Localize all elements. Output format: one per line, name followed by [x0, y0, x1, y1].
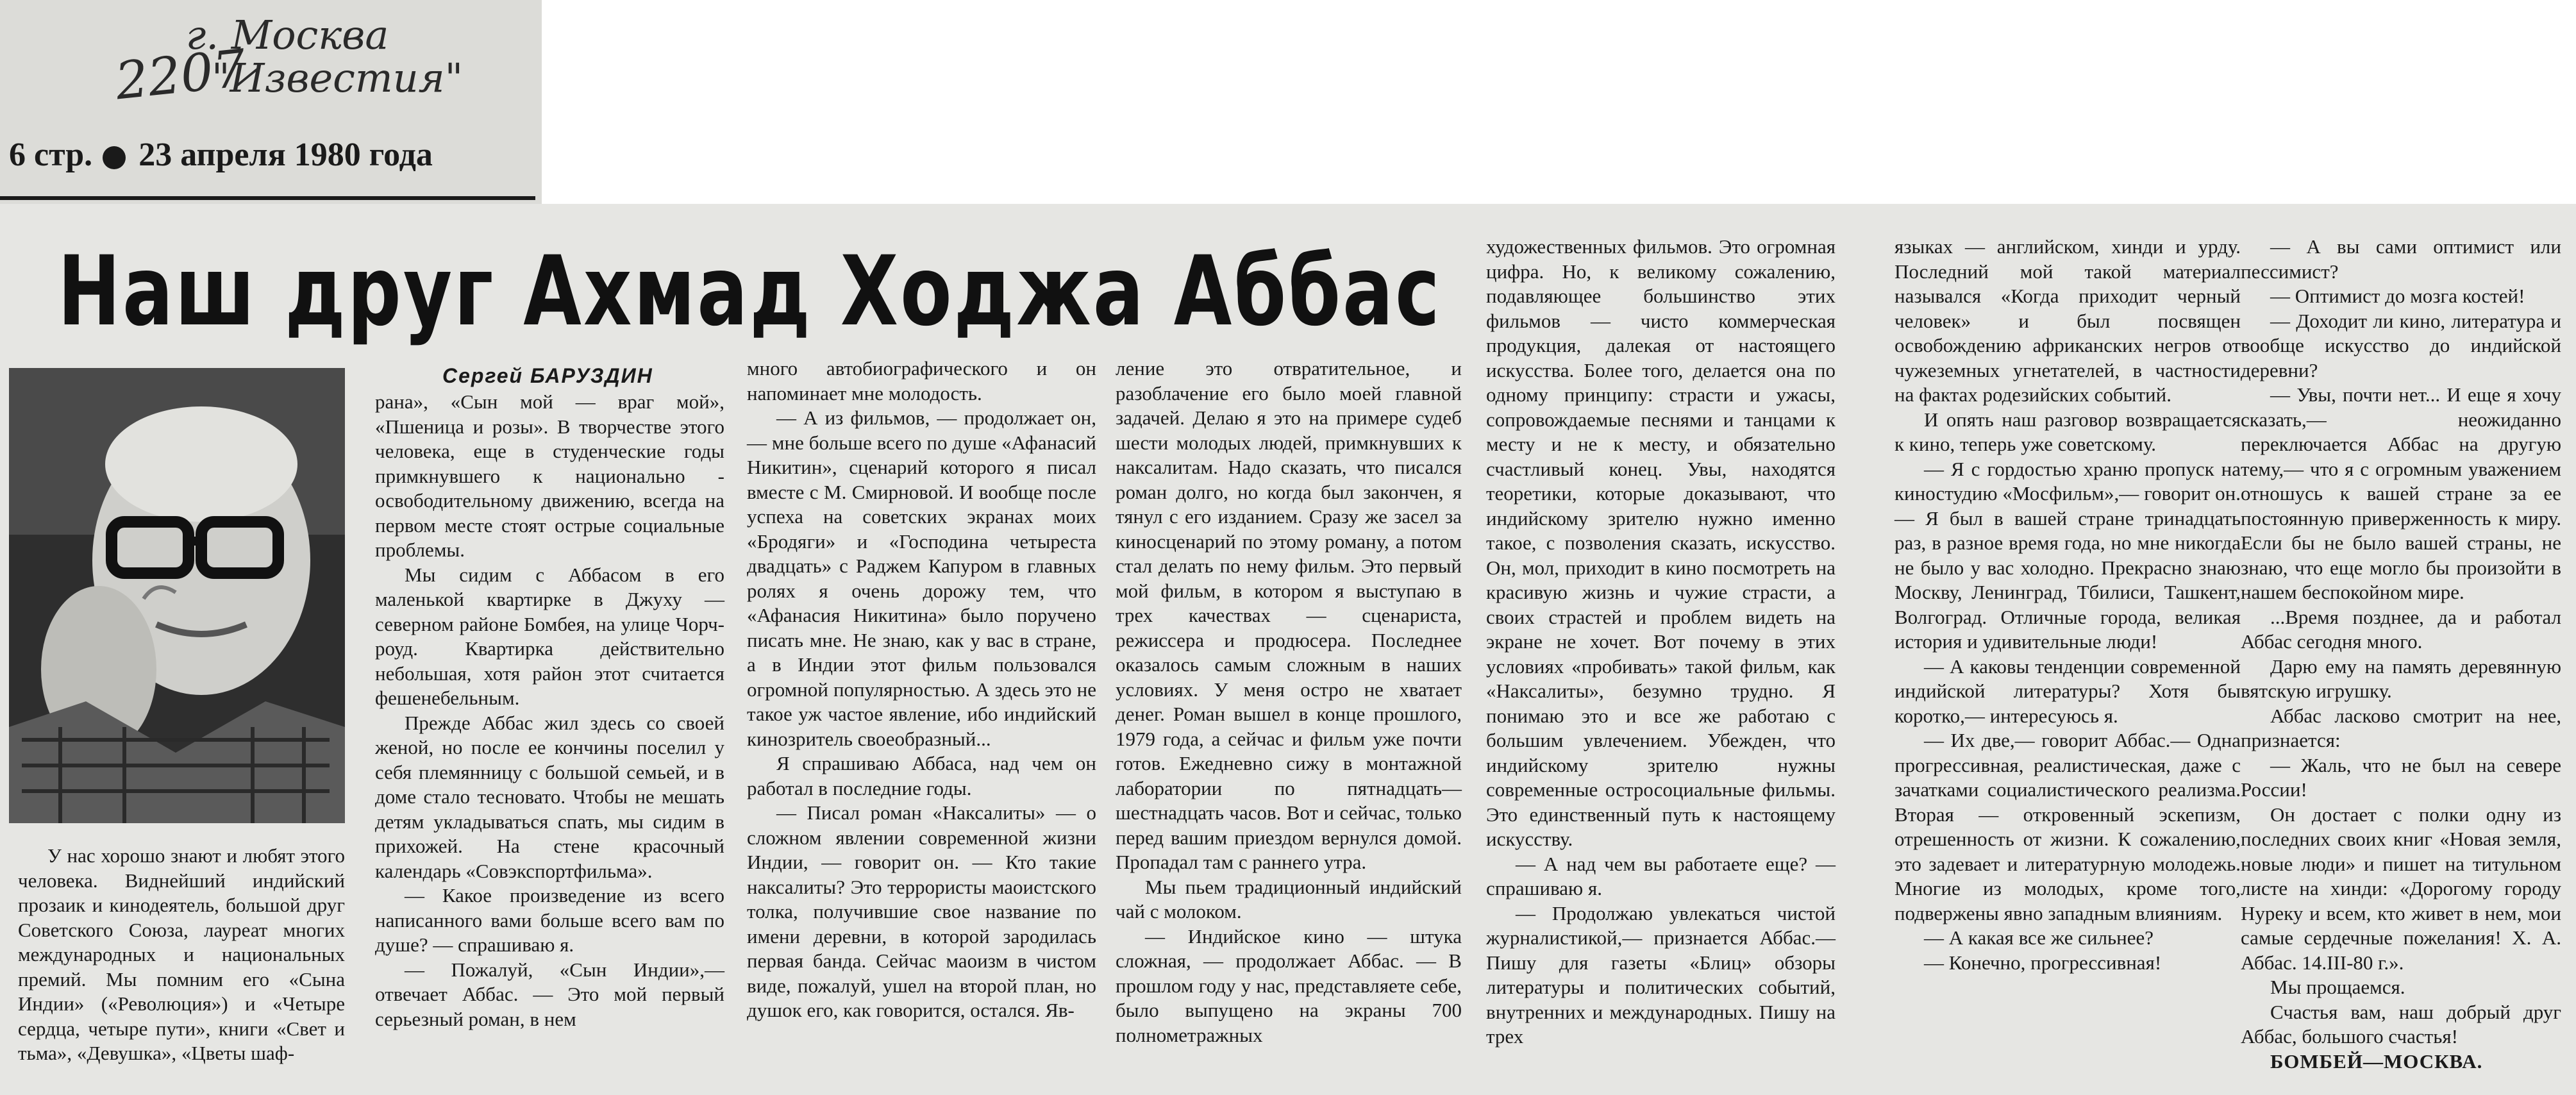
column-2: [375, 390, 724, 1032]
article: [0, 204, 2576, 1095]
paragraph: ление это отвратительное, и разоблачение его было моей главной задачей. Делаю я это на примере судеб шести молодых людей, примкнувших к наксалитам. Надо сказать, что писался роман долго, но когда был закончен, я тянул с его изданием. Сразу же засел за киносценарий по этому роману, а потом стал делать по нему фильм. Это первый мой фильм, в котором я выступаю в трех качествах — сценариста, режиссера и продюсера. Последнее оказалось самым сложным в наших условиях. У меня остро не хватает денег. Роман вышел в конце прошлого, 1979 года, а сейчас и фильм уже почти готов. Ежедневно сижу в монтажной лаборатории по пятнадцать—шестнадцать часов. Вот и сейчас, только перед вашим приездом вернулся домой. Пропадал там с раннего утра.: [1116, 357, 1462, 873]
paragraph: языках — английском, хинди и урду. Последний мой такой материал назывался «Когда приходит черный человек» и был посвящен освобождению африканских негров от чужеземных угнетателей, в частности на фактах родезийских событий.: [1894, 235, 2241, 406]
paragraph: — Я с гордостью храню пропуск на киностудию «Мосфильм»,— говорит он.— Я был в вашей стране тринадцать раз, в разное время года, но мне никогда не было у вас холодно. Прекрасно знаю Москву, Ленинград, Тбилиси, Ташкент, Волгоград. Отличные города, великая история и удивительные люди!: [1894, 457, 2241, 653]
column-3: [747, 356, 1096, 1023]
paragraph: И опять наш разговор возвращается к кино, теперь уже советскому.: [1894, 408, 2241, 455]
portrait-image: [9, 368, 345, 823]
paragraph: — Жаль, что не был на севере России!: [2241, 753, 2561, 801]
column-7: [2241, 235, 2561, 1074]
paragraph: — Доходит ли кино, литература и вообще искусство до индийской деревни?: [2241, 309, 2561, 381]
paragraph: — Оптимист до мозга костей!: [2270, 285, 2525, 307]
paragraph: Аббас ласково смотрит на нее, признается:: [2241, 704, 2561, 751]
paragraph: Дарю ему на память деревянную вятскую игрушку.: [2241, 655, 2561, 702]
paragraph: — Писал роман «Наксалиты» — о сложном явлении современной жизни Индии, — говорит он. — Кто такие наксалиты? Это террористы маоистского толка, получившие свое название по имени деревни, в которой зародилась первая банда. Сейчас маоизм в чистом виде, пожалуй, ушел на второй план, но душок его, как говорится, остался. Яв-: [747, 801, 1096, 1021]
portrait-photo: [9, 368, 345, 823]
paragraph: художественных фильмов. Это огромная цифра. Но, к великому сожалению, подавляющее большинство этих фильмов — чисто коммерческая продукция, далекая от настоящего искусства. Более того, делается она по одному принципу: страсти и ужасы, сопровождаемые песнями и танцами к месту и не к месту, и обязательно счастливый конец. Увы, находятся теоретики, которые доказывают, что индийскому зрителю нужно именно такое, с позволения сказать, искусство. Он, мол, приходит в кино посмотреть на красивую жизнь и чужие страсти, а своих страстей и проблем видеть на экране не хочет. Вот почему в этих условиях «пробивать» такой фильм, как «Наксалиты», безумно трудно. Я понимаю это и все же работаю с большим увлечением. Убежден, что индийскому зрителю нужны современные остросоциальные фильмы. Это единственный путь к настоящему искусству.: [1486, 235, 1836, 850]
paragraph: — А каковы тенденции современной индийской литературы? Хотя бы коротко,— интересуюсь я.: [1894, 655, 2241, 727]
clipping-header: [0, 0, 542, 204]
column-4: [1116, 356, 1462, 1048]
paragraph: Мы прощаемся.: [2270, 976, 2405, 998]
issue-date: 23 апреля 1980 года: [138, 137, 433, 173]
column-6: [1894, 235, 2241, 975]
paragraph: Мы пьем традиционный индийский чай с молоком.: [1116, 875, 1462, 923]
paragraph: — Какое произведение из всего написанного вами больше всего вам по душе? — спрашиваю я.: [375, 884, 724, 956]
page-label: 6 стр.: [9, 137, 93, 173]
paragraph: Прежде Аббас жил здесь со своей женой, но после ее кончины поселил у себя племянницу с большой семьей, и в доме стало тесновато. Чтобы не мешать детям укладываться спать, мы сидим в прихожей. На стене красочный календарь «Совэкспортфильма».: [375, 711, 724, 882]
handwritten-number: 2207: [112, 38, 249, 112]
bullet-icon: [103, 146, 126, 169]
byline: Сергей БАРУЗДИН: [442, 364, 653, 387]
paragraph: много автобиографического и он напоминает мне молодость.: [747, 357, 1096, 405]
handwritten-paper-name: "Известия": [212, 54, 464, 101]
paragraph: — А вы сами оптимист или пессимист?: [2241, 235, 2561, 283]
paragraph: — Индийское кино — штука сложная, — продолжает Аббас. — В прошлом году у нас, представляете себе, было выпущено на экраны 700 полнометражных: [1116, 924, 1462, 1046]
column-1: [18, 844, 345, 1066]
paragraph: Мы сидим с Аббасом в его маленькой квартирке в Джуху — северном районе Бомбея, на улице Чорч-роуд. Квартирка действительно небольшая, хотя район этот считается фешенебельным.: [375, 563, 724, 709]
paragraph: ...Время позднее, да и работал Аббас сегодня много.: [2241, 605, 2561, 653]
paragraph: — Их две,— говорит Аббас.— Одна прогрессивная, реалистическая, даже с зачатками социалистического реализма. Вторая — откровенный эскепизм, отрешенность от жизни. К сожалению, это задевает и литературную молодежь. Многие из молодых, кроме того, подвержены явно западным влияниям.: [1894, 729, 2241, 924]
paragraph: — Увы, почти нет... И еще я хочу сказать,— неожиданно переключается Аббас на другую тему,— что я с огромным уважением отношусь к вашей стране за ее постоянную приверженность к миру. Если бы не было вашей страны, не знаю, что еще могло бы произойти в нашем беспокойном мире.: [2241, 383, 2561, 603]
paragraph: Счастья вам, наш добрый друг Аббас, большого счастья!: [2241, 1000, 2561, 1048]
paragraph: — А какая все же сильнее?: [1924, 926, 2154, 949]
dateline: [9, 136, 433, 174]
header-rule: [0, 196, 535, 200]
paragraph: Он достает с полки одну из последних своих книг «Новая земля, новые люди» и пишет на титульном листе на хинди: «Дорогому городу Нуреку и всем, кто живет в нем, мои самые сердечные пожелания! Х. А. Аббас. 14.III-80 г.».: [2241, 803, 2561, 974]
paragraph: У нас хорошо знают и любят этого человека. Виднейший индийский прозаик и кинодеятель, большой друг Советского Союза, лауреат многих международных и национальных премий. Мы помним его «Сына Индии» («Революция») и «Четыре сердца, четыре пути», книги «Свет и тьма», «Девушка», «Цветы шаф-: [18, 844, 345, 1064]
headline: Наш друг Ахмад Ходжа Аббас: [58, 236, 1442, 347]
handwritten-city: г. Москва: [186, 12, 389, 58]
paragraph: — А из фильмов, — продолжает он, — мне больше всего по душе «Афанасий Никитин», сценарий которого я писал вместе с М. Смирновой. И вообще после успеха на советских экранах моих «Бродяги» и «Господина четыреста двадцать» с Раджем Капуром в главных ролях я очень дорожу тем, что «Афанасия Никитина» было поручено писать мне. Не знаю, как у вас в стране, а в Индии этот фильм пользовался огромной популярностью. А здесь это не такое уж частое явление, ибо индийский кинозритель своеобразный...: [747, 406, 1096, 750]
paragraph: — Продолжаю увлекаться чистой журналистикой,— признается Аббас.— Пишу для газеты «Блиц» обзоры литературы и политических событий, внутренних и международных. Пишу на трех: [1486, 901, 1836, 1048]
paragraph: Я спрашиваю Аббаса, над чем он работал в последние годы.: [747, 752, 1096, 799]
column-5: [1486, 235, 1836, 1049]
paragraph: — Пожалуй, «Сын Индии»,— отвечает Аббас. — Это мой первый серьезный роман, в нем: [375, 958, 724, 1030]
paragraph: — А над чем вы работаете еще? — спрашиваю я.: [1486, 852, 1836, 899]
paragraph: — Конечно, прогрессивная!: [1924, 951, 2162, 974]
signoff: БОМБЕЙ—МОСКВА.: [2270, 1049, 2483, 1073]
paragraph: рана», «Сын мой — враг мой», «Пшеница и розы». В творчестве этого человека, еще в студенческие годы примкнувшего к национально - освободительному движению, всегда на первом месте стоят острые социальные проблемы.: [375, 390, 724, 561]
